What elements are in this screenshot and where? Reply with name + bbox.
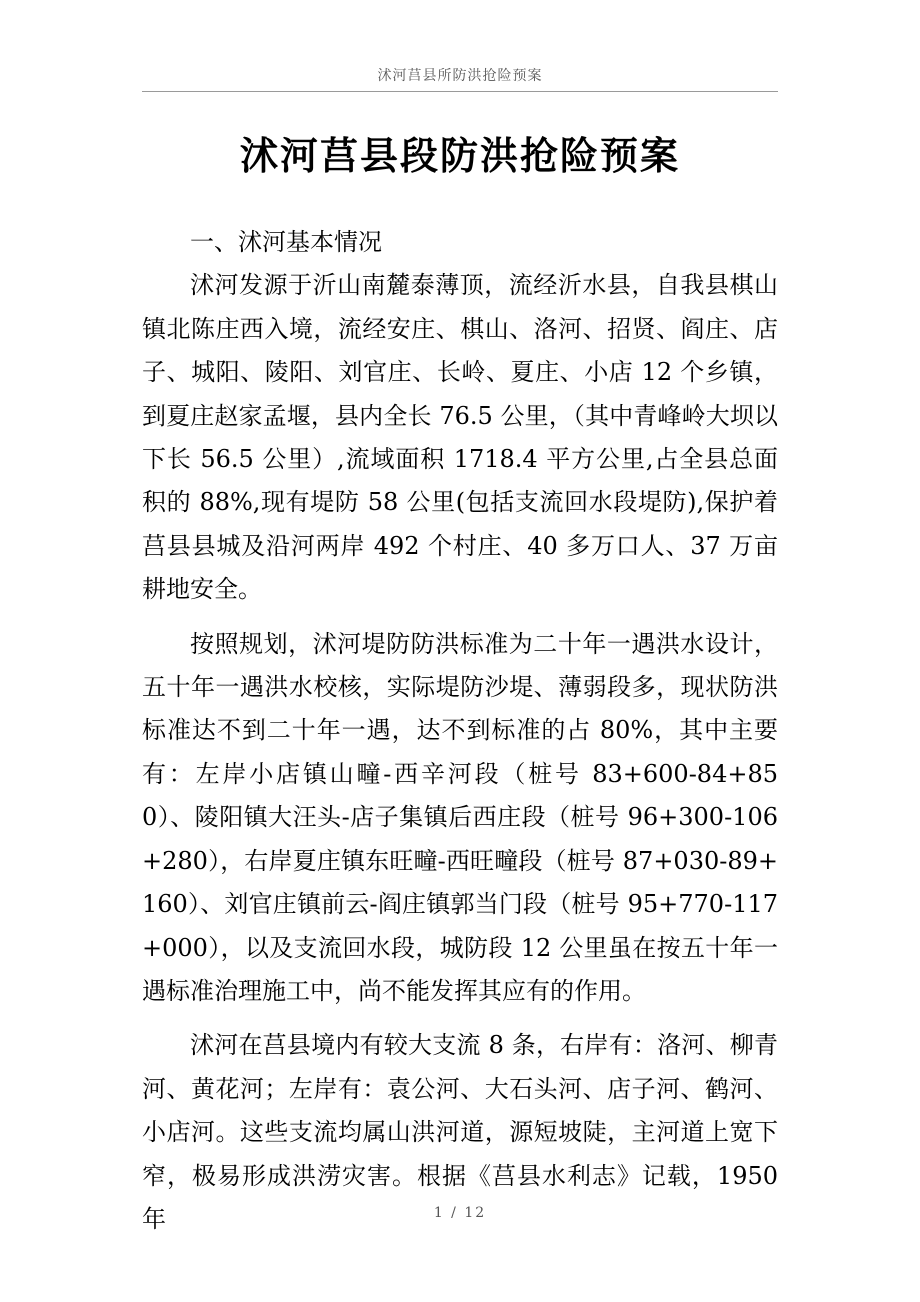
paragraph-basic-info: 沭河发源于沂山南麓泰薄顶，流经沂水县，自我县棋山镇北陈庄西入境，流经安庄、棋山、洛河、招贤、阎庄、店子、城阳、陵阳、刘官庄、长岭、夏庄、小店 12 个乡镇，到夏庄赵家孟堰，县内全长 76.5 公里，（其中青峰岭大坝以下长 56.5 公里）,流域面积 1718.4 平方公里,占全县总面积的 88%,现有堤防 58 公里(包括支流回水段堤防),保护着莒县县城及沿河两岸 492 个村庄、40 多万口人、37 万亩耕地安全。 (142, 271, 778, 604)
document-body (142, 221, 778, 1241)
document-title: 沭河莒县段防洪抢险预案 (239, 134, 680, 178)
page-number: 1 / 12 (433, 1205, 487, 1221)
running-header: 沭河莒县所防洪抢险预案 (377, 68, 543, 84)
paragraph-flood-standard: 按照规划，沭河堤防防洪标准为二十年一遇洪水设计，五十年一遇洪水校核，实际堤防沙堤、薄弱段多，现状防洪标准达不到二十年一遇，达不到标准的占 80%，其中主要有：左岸小店镇山疃-西辛河段（桩号 83+600-84+850）、陵阳镇大汪头-店子集镇后西庄段（桩号 96+300-106+280），右岸夏庄镇东旺疃-西旺疃段（桩号 87+030-89+160）、刘官庄镇前云-阎庄镇郭当门段（桩号 95+770-117+000），以及支流回水段，城防段 12 公里虽在按五十年一遇标准治理施工中，尚不能发挥其应有的作用。 (142, 629, 778, 1005)
paragraph-tributaries: 沭河在莒县境内有较大支流 8 条，右岸有：洛河、柳青河、黄花河；左岸有：袁公河、大石头河、店子河、鹤河、小店河。这些支流均属山洪河道，源短坡陡，主河道上宽下窄，极易形成洪涝灾害。根据《莒县水利志》记载，1950 年 (142, 1031, 778, 1233)
section-heading: 一、沭河基本情况 (190, 228, 382, 256)
header-divider (142, 91, 778, 92)
